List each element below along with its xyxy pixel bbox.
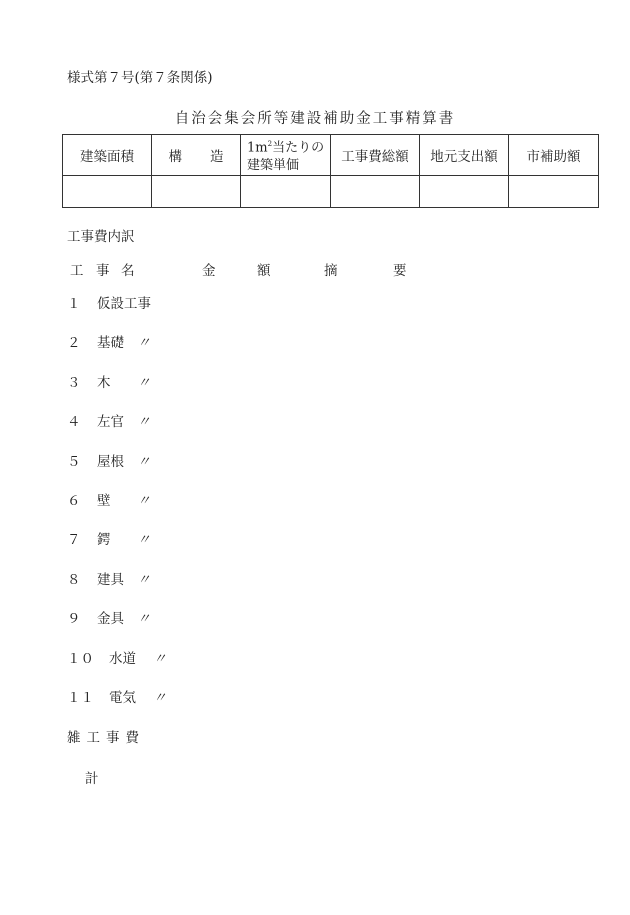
list-item [67, 647, 167, 667]
item-name: 金具 [97, 611, 124, 627]
value-structure[interactable] [152, 176, 241, 208]
summary-value-row [63, 176, 599, 208]
column-header-summary-2: 要 [393, 263, 407, 279]
header-structure-char-1: 構 [168, 149, 182, 165]
list-item [67, 607, 151, 627]
list-item [67, 686, 167, 706]
item-number: １ [67, 296, 81, 312]
column-header-name-2: 事 [96, 263, 110, 279]
list-item [67, 528, 151, 548]
value-building-area[interactable] [63, 176, 152, 208]
unit-price-superscript: 2 [267, 140, 273, 149]
misc-cost-label: 雑工事費 [67, 730, 145, 746]
item-name: 鍔 [97, 532, 111, 548]
column-header-amount-2: 額 [257, 263, 271, 279]
header-local-share: 地元支出額 [420, 135, 509, 176]
header-total-cost: 工事費総額 [331, 135, 420, 176]
ditto-mark: 〃 [137, 493, 151, 509]
breakdown-label: 工事費内訳 [67, 229, 135, 245]
item-number: ３ [67, 375, 81, 391]
item-number: １１ [67, 690, 94, 706]
ditto-mark: 〃 [137, 572, 151, 588]
header-unit-price [241, 135, 331, 176]
list-item [67, 331, 151, 351]
column-header-summary-1: 摘 [324, 263, 338, 279]
ditto-mark: 〃 [137, 335, 151, 351]
unit-price-line2: 建築単価 [247, 157, 300, 173]
list-item [67, 568, 151, 588]
item-name: 木 [97, 375, 111, 391]
item-number: ５ [67, 454, 81, 470]
item-name: 電気 [109, 690, 136, 706]
ditto-mark: 〃 [137, 375, 151, 391]
list-item [67, 371, 151, 391]
ditto-mark: 〃 [137, 414, 151, 430]
value-city-subsidy[interactable] [509, 176, 599, 208]
item-number: １０ [67, 651, 94, 667]
header-city-subsidy: 市補助額 [509, 135, 599, 176]
list-item [67, 489, 151, 509]
list-item [67, 410, 151, 430]
value-total-cost[interactable] [331, 176, 420, 208]
list-item [67, 292, 151, 312]
item-name: 基礎 [97, 335, 124, 351]
item-name: 左官 [97, 414, 124, 430]
header-structure [152, 135, 241, 176]
item-number: ８ [67, 572, 81, 588]
ditto-mark: 〃 [137, 532, 151, 548]
column-header-name-1: 工 [70, 263, 84, 279]
header-building-area: 建築面積 [63, 135, 152, 176]
item-number: ２ [67, 335, 81, 351]
list-item [67, 450, 151, 470]
item-name: 仮設工事 [97, 296, 151, 312]
item-number: ７ [67, 532, 81, 548]
header-structure-char-2: 造 [210, 149, 224, 165]
document-title: 自治会集会所等建設補助金工事精算書 [174, 111, 456, 127]
ditto-mark: 〃 [137, 454, 151, 470]
column-header-name-3: 名 [121, 263, 135, 279]
item-number: ４ [67, 414, 81, 430]
total-label: 計 [85, 771, 99, 787]
item-name: 壁 [97, 493, 111, 509]
item-number: ６ [67, 493, 81, 509]
summary-header-row [63, 135, 599, 176]
ditto-mark: 〃 [137, 611, 151, 627]
summary-table [62, 134, 599, 208]
unit-price-line1-pre: 1m [247, 140, 268, 156]
ditto-mark: 〃 [153, 690, 167, 706]
item-name: 水道 [109, 651, 136, 667]
form-number: 様式第７号(第７条関係) [67, 70, 213, 86]
item-name: 建具 [97, 572, 124, 588]
value-local-share[interactable] [420, 176, 509, 208]
value-unit-price[interactable] [241, 176, 331, 208]
ditto-mark: 〃 [153, 651, 167, 667]
column-header-amount-1: 金 [202, 263, 216, 279]
item-name: 屋根 [97, 454, 124, 470]
unit-price-line1-post: 当たりの [272, 140, 325, 156]
item-number: ９ [67, 611, 81, 627]
